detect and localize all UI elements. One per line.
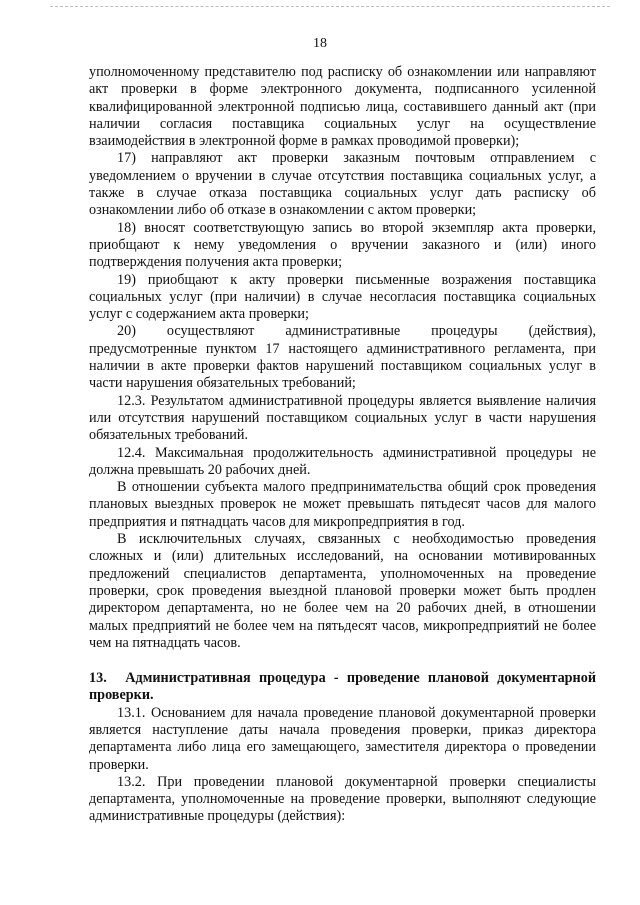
page-number: 18 xyxy=(313,36,327,51)
section-title: Административная процедура - проведение плановой документарной проверки. xyxy=(89,670,596,704)
section-heading xyxy=(89,670,596,705)
paragraph-continuation: уполномоченному представителю под расписку об ознакомлении или направляют акт проверки в форме электронного документа, подписанного усиленной квалифицированной электронной подписью лица, составившего данный акт (при наличии согласия поставщика социальных услуг на осуществление взаимодействия в электронной форме в рамках проводимой проверки); xyxy=(89,64,596,150)
paragraph-small-business: В отношении субъекта малого предпринимательства общий срок проведения плановых выездных проверок не может превышать пятьдесят часов для малого предприятия и пятнадцать часов для микропредприятия в год. xyxy=(89,479,596,530)
section-spacer xyxy=(89,652,596,670)
paragraph-item-18: 18) вносят соответствующую запись во второй экземпляр акта проверки, приобщают к нему уведомления о вручении заказного и (или) иного подтверждения получения акта проверки; xyxy=(89,219,596,271)
paragraph-item-20: 20) осуществляют административные процедуры (действия), предусмотренные пунктом 17 настоящего административного регламента, при наличии в акте проверки фактов нарушений поставщиком социальных услуг в части нарушения обязательных требований; xyxy=(89,323,596,392)
paragraph-13-1: 13.1. Основанием для начала проведение плановой документарной проверки является наступление даты начала проведения проверки, приказ директора департамента либо лица его замещающего, заместителя директора о проведении проверки. xyxy=(89,704,596,773)
paragraph-12-3: 12.3. Результатом административной процедуры является выявление наличия или отсутствия нарушений поставщиком социальных услуг в части нарушения обязательных требований. xyxy=(89,392,596,444)
paragraph-12-4: 12.4. Максимальная продолжительность административной процедуры не должна превышать 20 рабочих дней. xyxy=(89,444,596,478)
section-number: 13. xyxy=(89,670,107,687)
document-body xyxy=(89,64,596,826)
paragraph-item-17: 17) направляют акт проверки заказным почтовым отправлением с уведомлением о вручении в случае отсутствия поставщика социальных услуг, а также в случае отказа поставщика социальных услуг дать расписку об ознакомлении либо об отказе в ознакомлении с актом проверки; xyxy=(89,150,596,219)
scan-edge-line xyxy=(50,6,610,7)
paragraph-exceptional-cases: В исключительных случаях, связанных с необходимостью проведения сложных и (или) длительных исследований, на основании мотивированных предложений специалистов департамента, уполномоченных на проведение проверки, срок проведения выездной плановой проверки может быть продлен директором департамента, но не более чем на 20 рабочих дней, в отношении малых предприятий не более чем на пятьдесят часов, микропредприятий не более чем на пятнадцать часов. xyxy=(89,531,596,651)
paragraph-item-19: 19) приобщают к акту проверки письменные возражения поставщика социальных услуг (при наличии) в случае несогласия поставщика социальных услуг с содержанием акта проверки; xyxy=(89,271,596,323)
paragraph-13-2: 13.2. При проведении плановой документарной проверки специалисты департамента, уполномоченные на проведение проверки, выполняют следующие административные процедуры (действия): xyxy=(89,773,596,825)
